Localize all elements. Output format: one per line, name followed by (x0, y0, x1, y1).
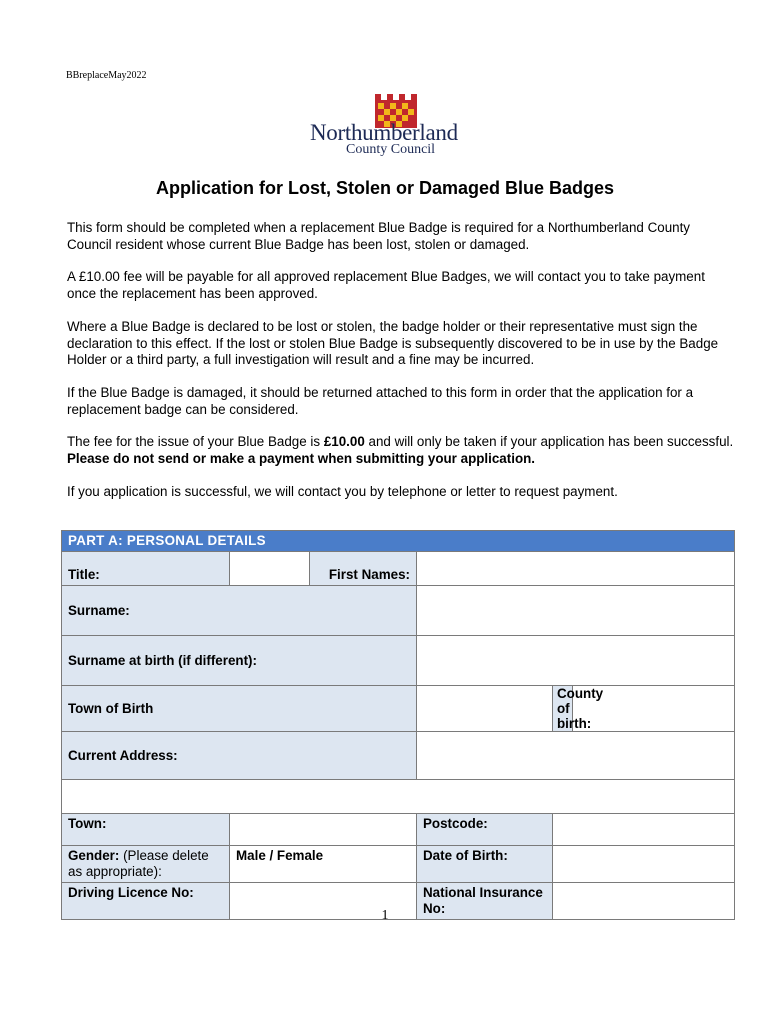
town-of-birth-label: Town of Birth (62, 686, 417, 732)
address-line-field[interactable] (62, 780, 735, 814)
town-label: Town: (62, 814, 230, 846)
driving-licence-label: Driving Licence No: (62, 883, 230, 920)
surname-at-birth-label: Surname at birth (if different): (62, 636, 417, 686)
current-address-field[interactable] (417, 732, 735, 780)
date-of-birth-field[interactable] (553, 846, 735, 883)
gender-options[interactable]: Male / Female (230, 846, 417, 883)
section-header: PART A: PERSONAL DETAILS (62, 531, 735, 552)
first-names-field[interactable] (417, 552, 735, 586)
page-title: Application for Lost, Stolen or Damaged Blue Badges (155, 178, 615, 198)
postcode-field[interactable] (553, 814, 735, 846)
postcode-label: Postcode: (417, 814, 553, 846)
gender-label-cell (62, 846, 230, 883)
paragraph-2: A £10.00 fee will be payable for all approved replacement Blue Badges, we will contact you to take payment once the replacement has been approved. (67, 269, 705, 302)
personal-details-table (61, 530, 735, 920)
date-of-birth-label: Date of Birth: (417, 846, 553, 883)
county-of-birth-label: County of birth: (553, 686, 573, 732)
paragraph-4: If the Blue Badge is damaged, it should be returned attached to this form in order that the application for a replacement badge can be considered. (67, 384, 694, 417)
current-address-label: Current Address: (62, 732, 417, 780)
fee-amount: £10.00 (323, 434, 365, 450)
gender-note: (Please delete as appropriate): (68, 848, 209, 879)
town-of-birth-field[interactable] (417, 686, 553, 732)
org-subtitle: County Council (346, 142, 436, 157)
council-logo (0, 90, 770, 160)
payment-warning: Please do not send or make a payment when submitting your application. (67, 451, 536, 467)
intro-text (67, 220, 735, 516)
title-field[interactable] (230, 552, 310, 586)
paragraph-3: Where a Blue Badge is declared to be lost or stolen, the badge holder or their representative must sign the declaration to this effect. If the lost or stolen Blue Badge is subsequently discovered to be in use by the Badge Holder or a third party, a full investigation will result and a fine may be incurred. (67, 318, 719, 368)
surname-label: Surname: (62, 586, 417, 636)
title-label: Title: (62, 552, 230, 586)
national-insurance-label: National Insurance No: (417, 883, 553, 920)
paragraph-5: The fee for the issue of your Blue Badge is £10.00 and will only be taken if your application has been successful. Please do not send or make a payment when submitting your application. (67, 434, 734, 467)
gender-label: Gender: (68, 848, 120, 863)
first-names-label: First Names: (310, 552, 417, 586)
form-reference: BBreplaceMay2022 (66, 70, 147, 81)
paragraph-1: This form should be completed when a replacement Blue Badge is required for a Northumberland County Council resident whose current Blue Badge has been lost, stolen or damaged. (67, 220, 691, 252)
surname-field[interactable] (417, 586, 735, 636)
surname-at-birth-field[interactable] (417, 636, 735, 686)
paragraph-6: If you application is successful, we will contact you by telephone or letter to request payment. (67, 483, 618, 499)
town-field[interactable] (230, 814, 417, 846)
page-number: 1 (381, 908, 389, 923)
org-name: Northumberland (310, 120, 458, 145)
